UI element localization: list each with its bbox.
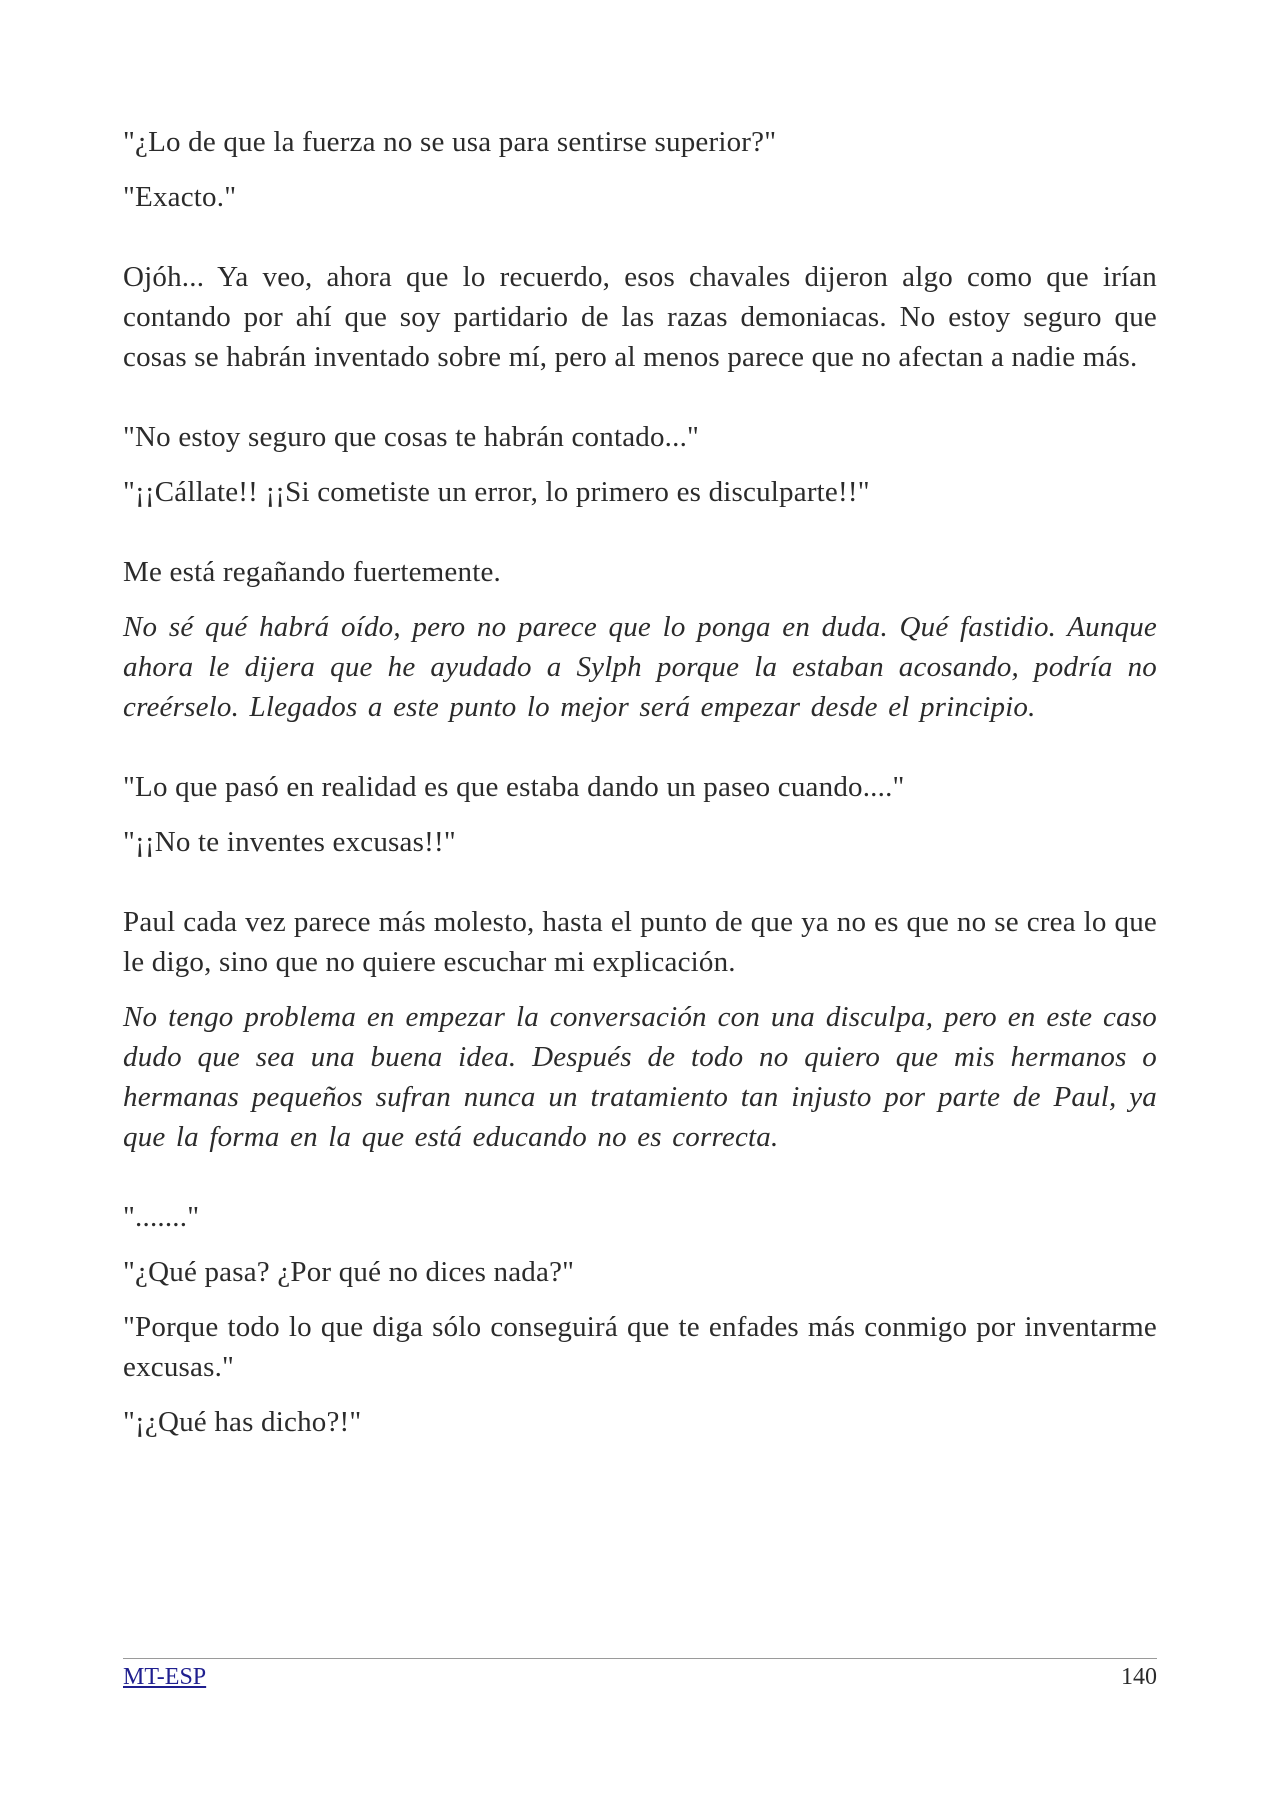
text-paragraph: "¿Lo de que la fuerza no se usa para sentirse superior?" [123,126,777,158]
page-number: 140 [1121,1664,1157,1690]
text-paragraph: Me está regañando fuertemente. [123,556,501,588]
text-paragraph: "Exacto." [123,181,237,213]
footer-divider [123,1658,1157,1659]
footer-source-link[interactable]: MT-ESP [123,1664,207,1690]
narration-thought-paragraph: No tengo problema en empezar la conversación con una disculpa, pero en este caso dudo que sea una buena idea. Después de todo no quiero que mis hermanos o hermanas pequeños sufran nunca un tratamiento tan injusto por parte de Paul, ya que la forma en la que está educando no es correcta. [123,1001,1157,1153]
text-paragraph: "¡¡Cállate!! ¡¡Si cometiste un error, lo primero es disculparte!!" [123,476,870,508]
text-paragraph: Ojóh... Ya veo, ahora que lo recuerdo, esos chavales dijeron algo como que irían contando por ahí que soy partidario de las razas demoniacas. No estoy seguro que cosas se habrán inventado sobre mí, pero al menos parece que no afectan a nadie más. [123,261,1157,373]
text-paragraph: "¿Qué pasa? ¿Por qué no dices nada?" [123,1256,575,1288]
text-paragraph: "......." [123,1201,200,1233]
page-footer [123,1660,1157,1694]
page-body [123,122,1157,1457]
text-paragraph: "Porque todo lo que diga sólo conseguirá que te enfades más conmigo por inventarme excusas." [123,1311,1157,1383]
text-paragraph: "No estoy seguro que cosas te habrán contado..." [123,421,700,453]
text-paragraph: "¡¡No te inventes excusas!!" [123,826,456,858]
text-paragraph: "¡¿Qué has dicho?!" [123,1406,362,1438]
narration-thought-paragraph: No sé qué habrá oído, pero no parece que lo ponga en duda. Qué fastidio. Aunque ahora le dijera que he ayudado a Sylph porque la estaban acosando, podría no creérselo. Llegados a este punto lo mejor será empezar desde el principio. [123,611,1157,723]
text-paragraph: "Lo que pasó en realidad es que estaba dando un paseo cuando...." [123,771,905,803]
text-paragraph: Paul cada vez parece más molesto, hasta el punto de que ya no es que no se crea lo que le digo, sino que no quiere escuchar mi explicación. [123,906,1157,978]
